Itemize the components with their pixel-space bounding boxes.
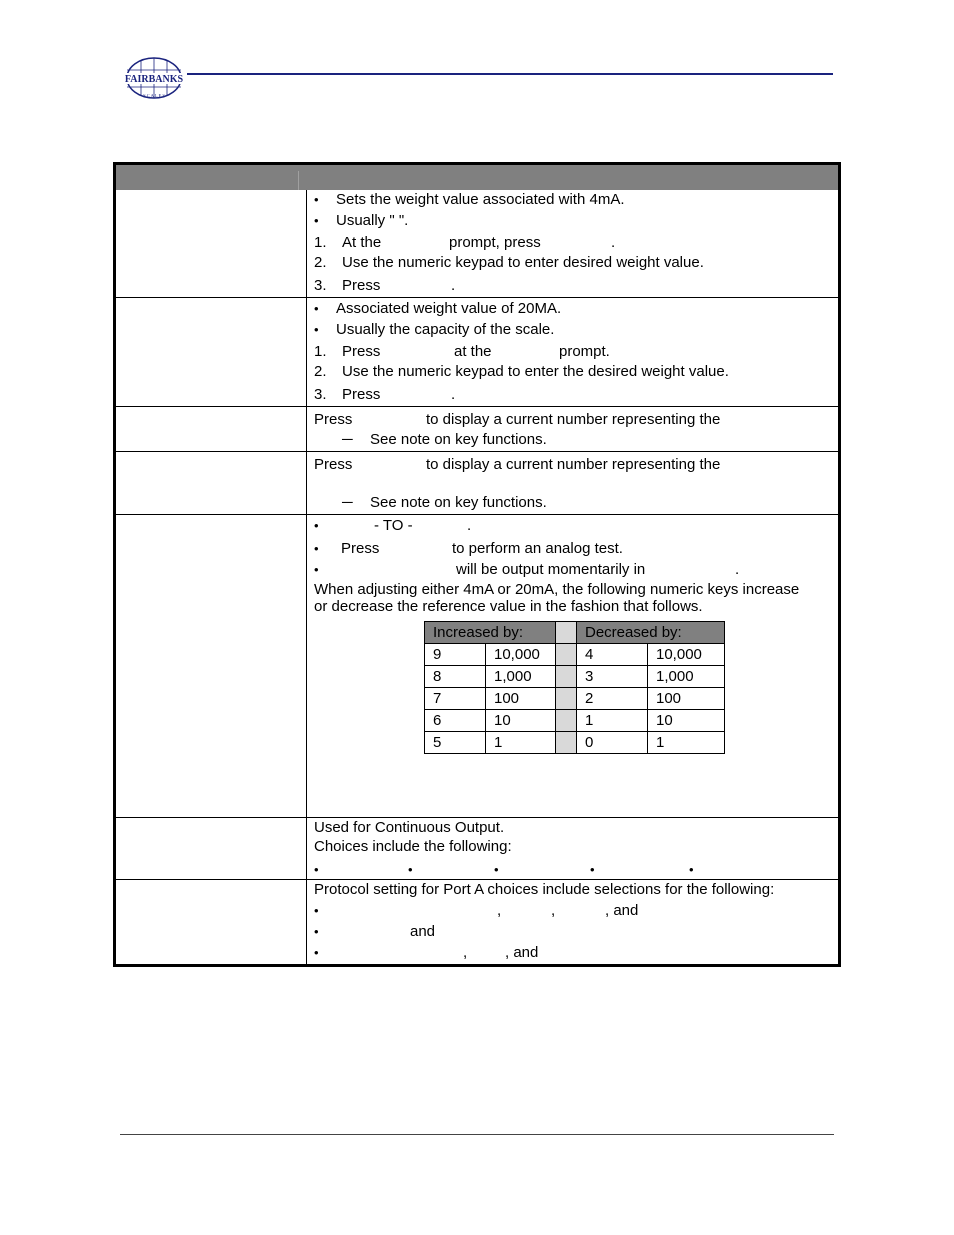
logo-subtext: S C A L E S	[143, 93, 165, 98]
increased-header: Increased by:	[425, 622, 556, 644]
note-text: See note on key functions.	[370, 494, 547, 511]
note-text: See note on key functions.	[370, 431, 547, 448]
column-divider	[306, 190, 307, 964]
decreased-header: Decreased by:	[577, 622, 725, 644]
list-item: Usually the capacity of the scale.	[336, 321, 555, 338]
paragraph: When adjusting either 4mA or 20mA, the following numeric keys increase	[314, 581, 800, 598]
table-row: 8 1,000 3 1,000	[425, 666, 725, 688]
list-item: Associated weight value of 20MA.	[336, 300, 562, 317]
table-row: 6 10 1 10	[425, 710, 725, 732]
table-row: 9 10,000 4 10,000	[425, 644, 725, 666]
header-rule	[187, 73, 833, 75]
list-item: Sets the weight value associated with 4mA.	[336, 191, 625, 208]
logo-wordmark: FAIRBANKS	[124, 74, 184, 85]
fairbanks-logo	[123, 56, 185, 100]
list-item: Usually " ".	[336, 212, 409, 229]
paragraph: Choices include the following:	[314, 838, 512, 855]
paragraph: Used for Continuous Output.	[314, 819, 505, 836]
list-item: Use the numeric keypad to enter the desired weight value.	[342, 363, 729, 380]
table-row: 7 100 2 100	[425, 688, 725, 710]
paragraph: Protocol setting for Port A choices include selections for the following:	[314, 881, 775, 898]
parameter-table: • Sets the weight value associated with 4mA. • Usually " ". 1. At the prompt, press . 2. Use the numeric keypad to enter desired weight value. 3. Press . • Associated weight value of 20MA. • Usually the capacity of the scale. 1. Press at the prompt. 2. Use the numeric keypad to enter the desired weight value. 3. Press . Press to display a current number representing the ─ See note on key functions. Press to display a current number representing the ─ See note on key functions. • - TO - . • Press to perform an analog test. • will be output momentarily in . When adjusting either 4mA or 20mA, the following numeric keys increase or decrease the reference value in the fashion that follows. Increased by: Decreased by: 9 10,000 4 10,000 8 1,000 3 1,000 7 100 2 100 6 10 1 10 5 1 0 1 Used for Continuous Output. Choices include the following: • • • • • Protocol setting for Port A choices include selections for the following: • , , , and • and • , , and	[113, 162, 841, 967]
paragraph: or decrease the reference value in the fashion that follows.	[314, 598, 703, 615]
table-row: 5 1 0 1	[425, 732, 725, 754]
footer-rule	[120, 1134, 834, 1135]
key-function-table	[424, 621, 725, 754]
table-header-bar	[116, 165, 838, 190]
list-item: Use the numeric keypad to enter desired weight value.	[342, 254, 704, 271]
